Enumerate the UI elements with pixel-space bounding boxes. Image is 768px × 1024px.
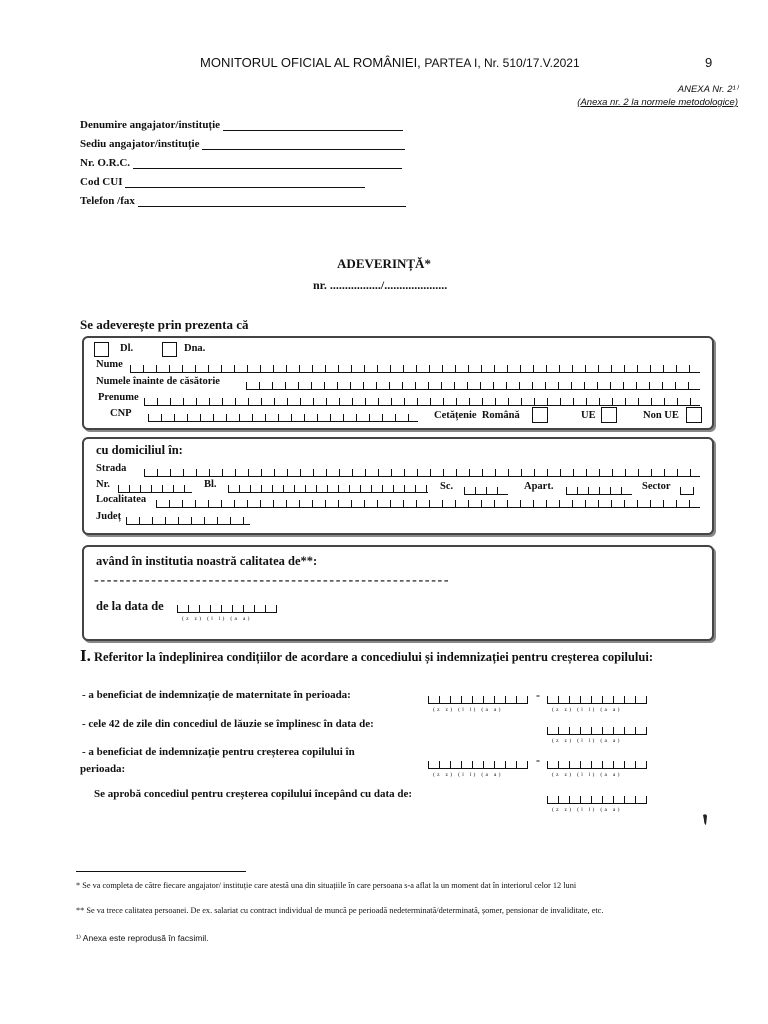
- county-field[interactable]: [126, 517, 250, 525]
- number-field[interactable]: [118, 485, 192, 493]
- maternity-period-label: - a beneficiat de indemnizație de maternitate în perioada:: [82, 689, 351, 701]
- apartment-field[interactable]: [566, 487, 632, 495]
- block-field[interactable]: [228, 485, 428, 493]
- employer-seat-field[interactable]: [80, 136, 405, 150]
- childcare-start-field[interactable]: [428, 761, 528, 769]
- locality-label: Localitatea: [96, 494, 147, 505]
- employer-cui-field[interactable]: [80, 174, 365, 188]
- employer-orc-label: Nr. O.R.C.: [80, 157, 131, 169]
- employer-cui-label: Cod CUI: [80, 176, 123, 188]
- footnote-2: ** Se va trece calitatea persoanei. De ex. salariat cu contract individual de muncă pe perioadă nedeterminată/determinată, șomer, pensionar de invaliditate, etc.: [76, 906, 604, 915]
- mr-checkbox[interactable]: [94, 342, 109, 357]
- last-name-field[interactable]: [130, 365, 700, 373]
- annex-note: (Anexa nr. 2 la normele metodologice): [577, 97, 738, 108]
- staircase-field[interactable]: [464, 487, 508, 495]
- page-number: 9: [705, 55, 713, 70]
- footnote-3: ¹⁾ Anexa este reprodusă în facsimil.: [76, 933, 209, 943]
- maternity-start-field[interactable]: [428, 696, 528, 704]
- employer-phone-label: Telefon /fax: [80, 195, 135, 207]
- childcare-period-label-2: perioada:: [80, 763, 126, 775]
- address-title: cu domiciliul în:: [96, 443, 183, 457]
- maternity-start-format: (z z) (l l) (a a): [433, 707, 503, 713]
- number-label: Nr.: [96, 479, 110, 490]
- employer-seat-label: Sediu angajator/instituție: [80, 138, 200, 150]
- maiden-name-field[interactable]: [246, 382, 700, 390]
- block-label: Bl.: [204, 479, 217, 490]
- first-name-label: Prenume: [98, 392, 139, 403]
- position-title: având în institutia noastră calitatea de**:: [96, 554, 318, 568]
- mrs-label: Dna.: [184, 343, 206, 354]
- certificate-title: ADEVERINȚĂ*: [337, 256, 431, 271]
- romania-checkbox[interactable]: [532, 407, 548, 423]
- ink-mark: [700, 812, 712, 828]
- street-field[interactable]: [144, 469, 700, 477]
- position-dashed-line[interactable]: --------------------------------------------------------: [94, 573, 451, 588]
- certificate-number[interactable]: nr. ................./.....................: [313, 278, 448, 292]
- postpartum-date-format: (z z) (l l) (a a): [552, 738, 622, 744]
- person-box: [82, 336, 714, 430]
- publication-title: MONITORUL OFICIAL AL ROMÂNIEI, PARTEA I, Nr. 510/17.V.2021: [200, 55, 580, 70]
- employer-phone-line[interactable]: [138, 195, 406, 207]
- maternity-end-field[interactable]: [547, 696, 647, 704]
- non-eu-checkbox[interactable]: [686, 407, 702, 423]
- employer-orc-field[interactable]: [80, 155, 402, 169]
- approved-leave-date-field[interactable]: [547, 796, 647, 804]
- non-eu-label: Non UE: [643, 410, 679, 421]
- maternity-dash: -: [536, 688, 540, 702]
- cnp-field[interactable]: [148, 414, 418, 422]
- staircase-label: Sc.: [440, 481, 454, 492]
- childcare-end-format: (z z) (l l) (a a): [552, 772, 622, 778]
- childcare-start-format: (z z) (l l) (a a): [433, 772, 503, 778]
- cnp-label: CNP: [110, 408, 132, 419]
- postpartum-date-field[interactable]: [547, 727, 647, 735]
- eu-checkbox[interactable]: [601, 407, 617, 423]
- sector-field[interactable]: [680, 487, 694, 495]
- postpartum-label: - cele 42 de zile din concediul de lăuzie se împlinesc în data de:: [82, 718, 374, 730]
- county-label: Județ: [96, 511, 122, 522]
- citizenship-label: Cetățenie Română: [434, 410, 520, 421]
- annex-label: ANEXA Nr. 2¹⁾: [677, 84, 738, 95]
- since-date-field[interactable]: [177, 605, 277, 613]
- section-1-heading: I. Referitor la îndeplinirea condițiilor de acordare a concediului și indemnizației pentru creșterea copilului:: [80, 646, 653, 665]
- footnote-separator: [76, 871, 246, 872]
- employer-name-label: Denumire angajator/instituție: [80, 119, 221, 131]
- employer-name-line[interactable]: [223, 119, 403, 131]
- since-date-format: (z z) (l l) (a a): [182, 616, 252, 622]
- employer-name-field[interactable]: [80, 117, 403, 131]
- approved-leave-date-format: (z z) (l l) (a a): [552, 807, 622, 813]
- eu-label: UE: [581, 410, 596, 421]
- childcare-end-field[interactable]: [547, 761, 647, 769]
- employer-seat-line[interactable]: [202, 138, 405, 150]
- last-name-label: Nume: [96, 359, 123, 370]
- childcare-period-label-1: - a beneficiat de indemnizație pentru creșterea copilului în: [82, 746, 355, 758]
- maternity-end-format: (z z) (l l) (a a): [552, 707, 622, 713]
- locality-field[interactable]: [156, 500, 700, 508]
- apartment-label: Apart.: [524, 481, 554, 492]
- mr-label: Dl.: [120, 343, 134, 354]
- first-name-field[interactable]: [144, 398, 700, 406]
- footnote-1: * Se va completa de către fiecare angajator/ instituție care atestă una din situațiile în care persoana s-a aflat la un moment dat în interiorul celor 12 luni: [76, 881, 577, 890]
- intro-text: Se adeverește prin prezenta că: [80, 317, 249, 332]
- position-box: [82, 545, 714, 641]
- mrs-checkbox[interactable]: [162, 342, 177, 357]
- since-label: de la data de: [96, 599, 164, 613]
- employer-cui-line[interactable]: [125, 176, 365, 188]
- maiden-name-label: Numele înainte de căsătorie: [96, 376, 220, 387]
- employer-orc-line[interactable]: [133, 157, 402, 169]
- street-label: Strada: [96, 463, 127, 474]
- sector-label: Sector: [642, 481, 671, 492]
- approved-leave-label: Se aprobă concediul pentru creșterea copilului începând cu data de:: [94, 788, 413, 800]
- employer-phone-field[interactable]: [80, 193, 406, 207]
- childcare-dash: -: [536, 753, 540, 767]
- address-box: [82, 437, 714, 535]
